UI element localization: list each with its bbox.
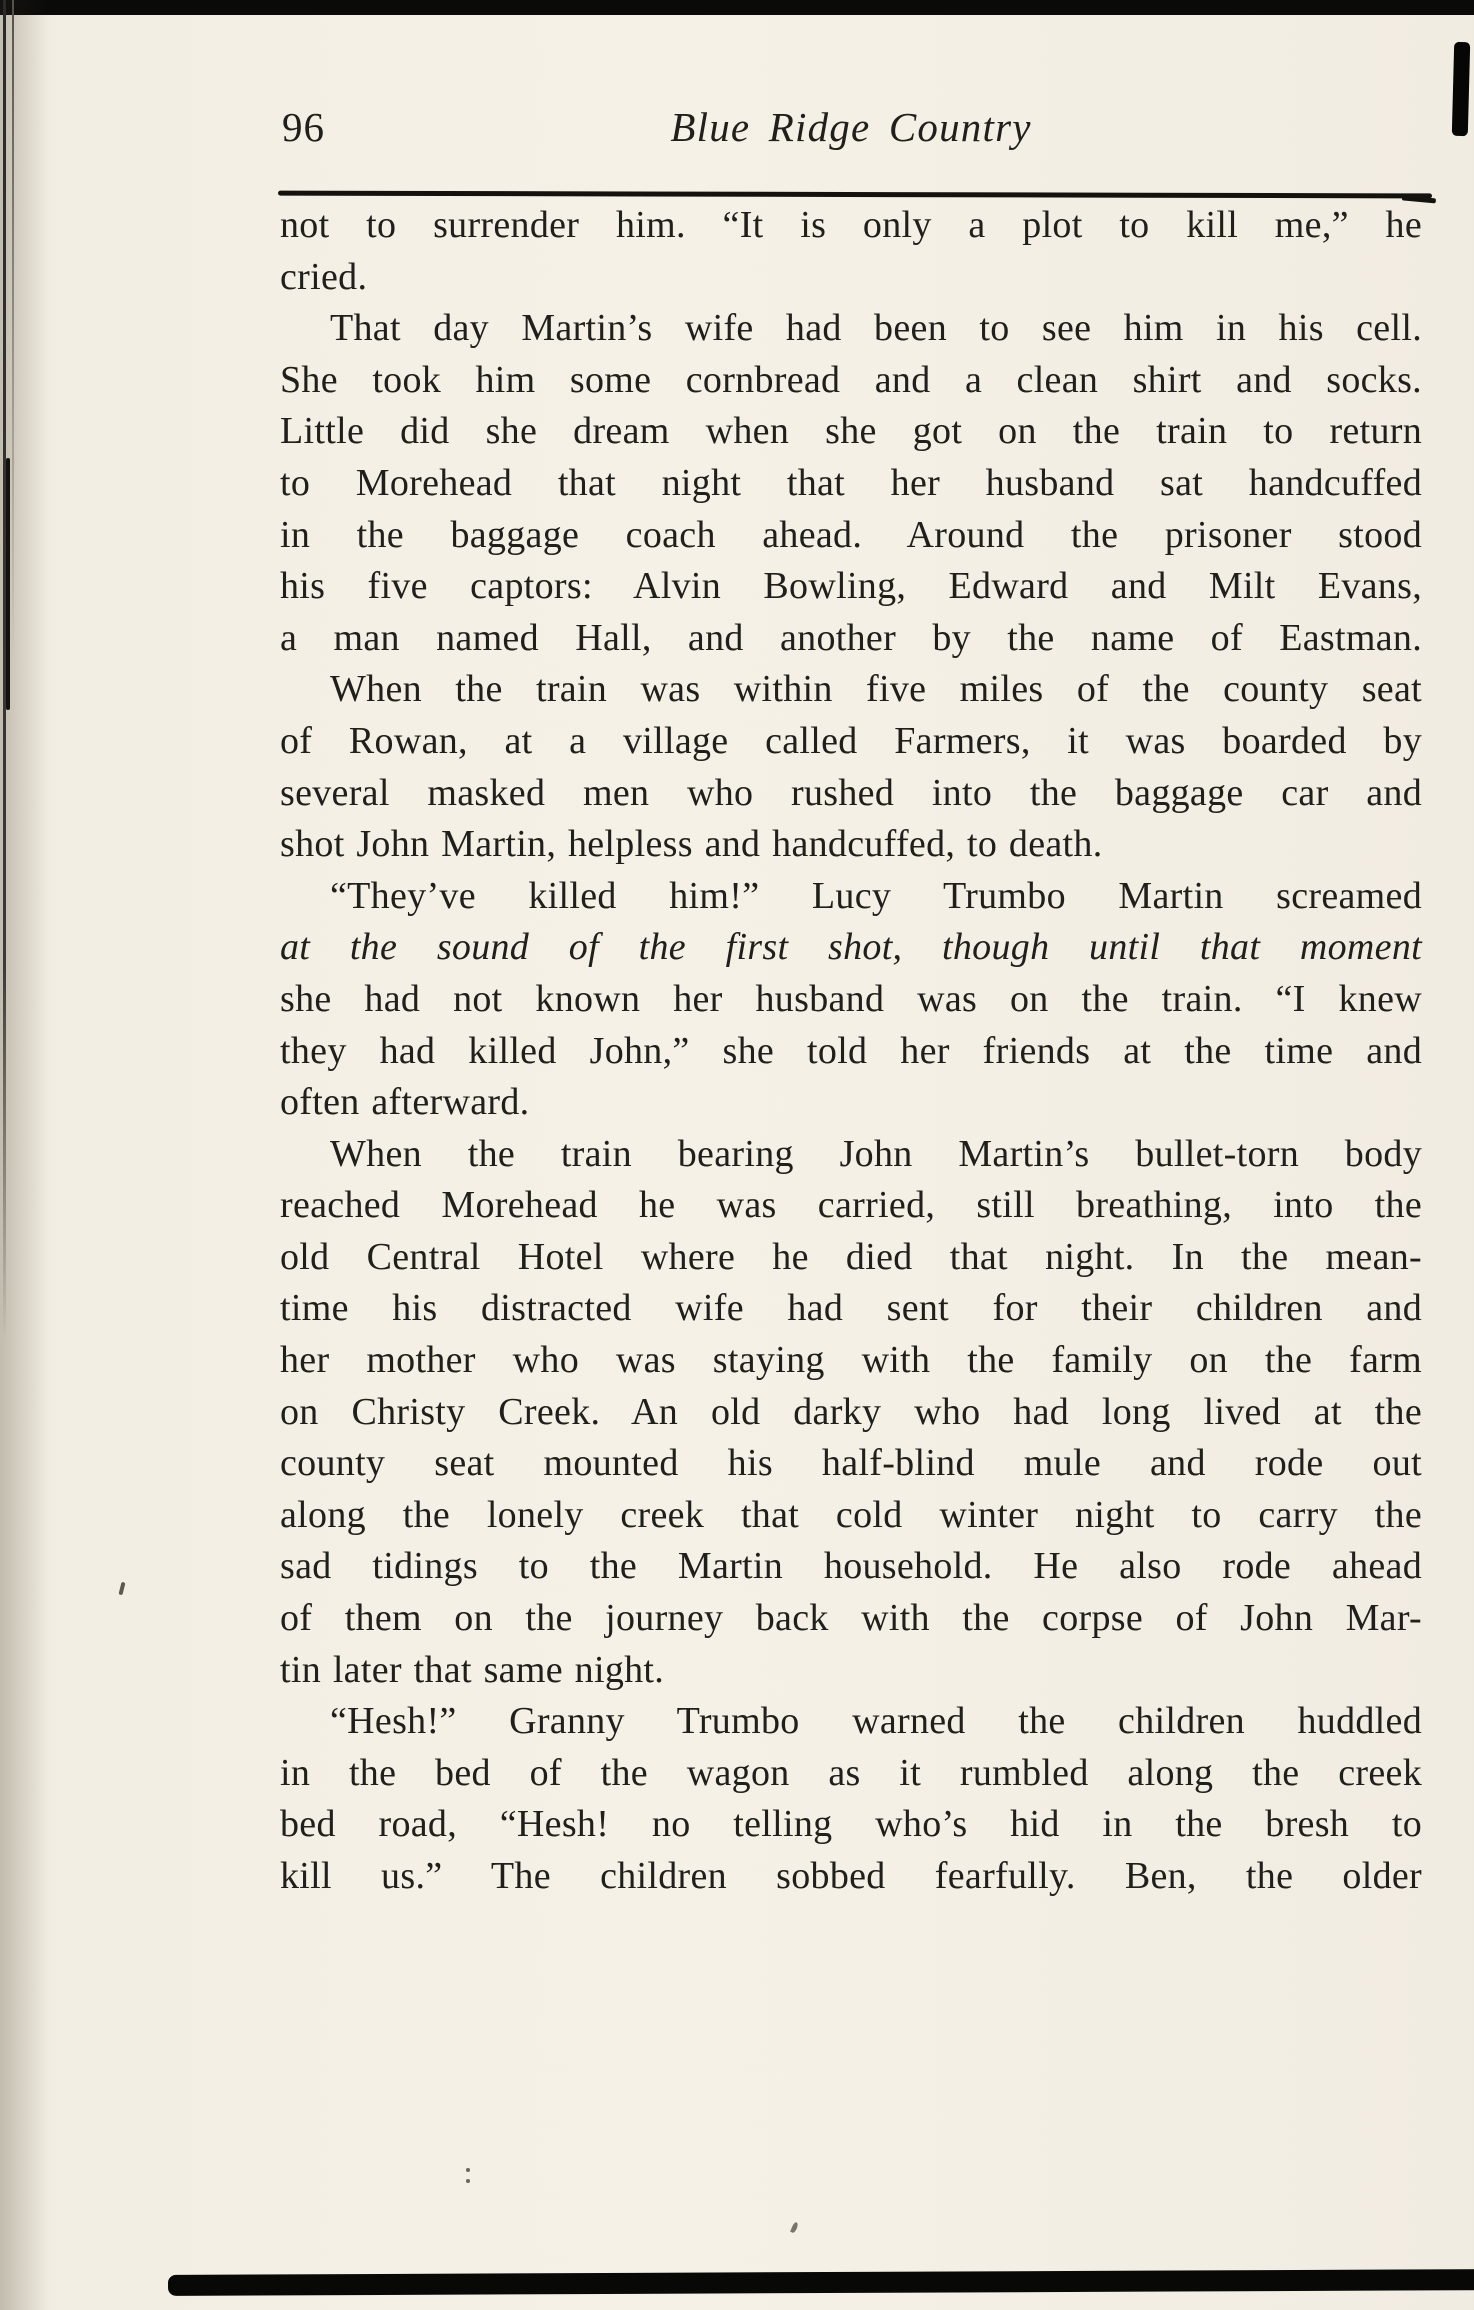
binding-shadow (0, 0, 48, 2310)
scan-artifact-top-right-mark (1452, 42, 1470, 136)
text-line: his five captors: Alvin Bowling, Edward and Milt Evans, (280, 565, 1422, 608)
scan-speck (466, 2168, 470, 2172)
paragraph (280, 200, 1422, 303)
text-line: on Christy Creek. An old darky who had long lived at the (280, 1390, 1422, 1433)
paragraph (280, 303, 1422, 664)
running-title: Blue Ridge Country (670, 104, 1032, 150)
paragraph (280, 871, 1422, 1129)
page-header (280, 103, 1422, 165)
text-line: several masked men who rushed into the baggage car and (280, 771, 1422, 814)
text-line: she had not known her husband was on the train. “I knew (280, 977, 1422, 1020)
text-line: shot John Martin, helpless and handcuffed, to death. (280, 823, 1103, 866)
text-line: kill us.” The children sobbed fearfully. Ben, the older (280, 1855, 1422, 1897)
text-line: her mother who was staying with the family on the farm (280, 1339, 1422, 1382)
text-line: to Morehead that night that her husband sat handcuffed (280, 461, 1422, 504)
text-line: “They’ve killed him!” Lucy Trumbo Martin screamed (330, 874, 1422, 917)
text-line: in the baggage coach ahead. Around the prisoner stood (280, 513, 1422, 556)
text-line: That day Martin’s wife had been to see him in his cell. (330, 307, 1422, 350)
page-number: 96 (282, 104, 325, 150)
scan-artifact-top-edge (0, 0, 1474, 15)
scan-speck (118, 1582, 125, 1596)
scan-artifact-left-edge-segment (6, 458, 10, 710)
text-line: sad tidings to the Martin household. He also rode ahead (280, 1545, 1422, 1588)
paragraph (280, 1696, 1422, 1902)
text-line: a man named Hall, and another by the name of Eastman. (280, 616, 1422, 659)
text-line: county seat mounted his half-blind mule and rode out (280, 1442, 1422, 1485)
scan-artifact-bottom-edge (168, 2269, 1474, 2296)
text-line: When the train bearing John Martin’s bullet-torn body (330, 1132, 1422, 1175)
text-line: bed road, “Hesh! no telling who’s hid in the bresh to (280, 1803, 1422, 1846)
text-block (280, 200, 1422, 1903)
text-line: tin later that same night. (280, 1648, 665, 1691)
scan-speck (790, 2221, 799, 2233)
text-line: reached Morehead he was carried, still breathing, into the (280, 1184, 1422, 1227)
text-line: in the bed of the wagon as it rumbled along the creek (280, 1751, 1422, 1794)
text-line: they had killed John,” she told her friends at the time and (280, 1029, 1422, 1072)
text-line: time his distracted wife had sent for their children and (280, 1287, 1422, 1330)
text-line: of Rowan, at a village called Farmers, it was boarded by (280, 719, 1422, 762)
paragraph (280, 1129, 1422, 1697)
text-line: When the train was within five miles of the county seat (330, 668, 1422, 711)
header-rule (278, 191, 1432, 199)
text-line: often afterward. (280, 1081, 530, 1124)
text-line: not to surrender him. “It is only a plot to kill me,” he (280, 204, 1422, 246)
text-line: old Central Hotel where he died that night. In the mean- (280, 1235, 1422, 1278)
text-line: She took him some cornbread and a clean shirt and socks. (280, 358, 1422, 401)
scan-artifact-left-edge-line-2 (12, 0, 14, 660)
paragraph (280, 664, 1422, 870)
text-line: along the lonely creek that cold winter night to carry the (280, 1493, 1422, 1536)
text-line: of them on the journey back with the corpse of John Mar- (280, 1597, 1422, 1640)
text-line: at the sound of the first shot, though until that moment (280, 926, 1422, 969)
text-line: “Hesh!” Granny Trumbo warned the children huddled (330, 1700, 1422, 1743)
text-line: cried. (280, 255, 368, 298)
text-line: Little did she dream when she got on the train to return (280, 410, 1422, 453)
